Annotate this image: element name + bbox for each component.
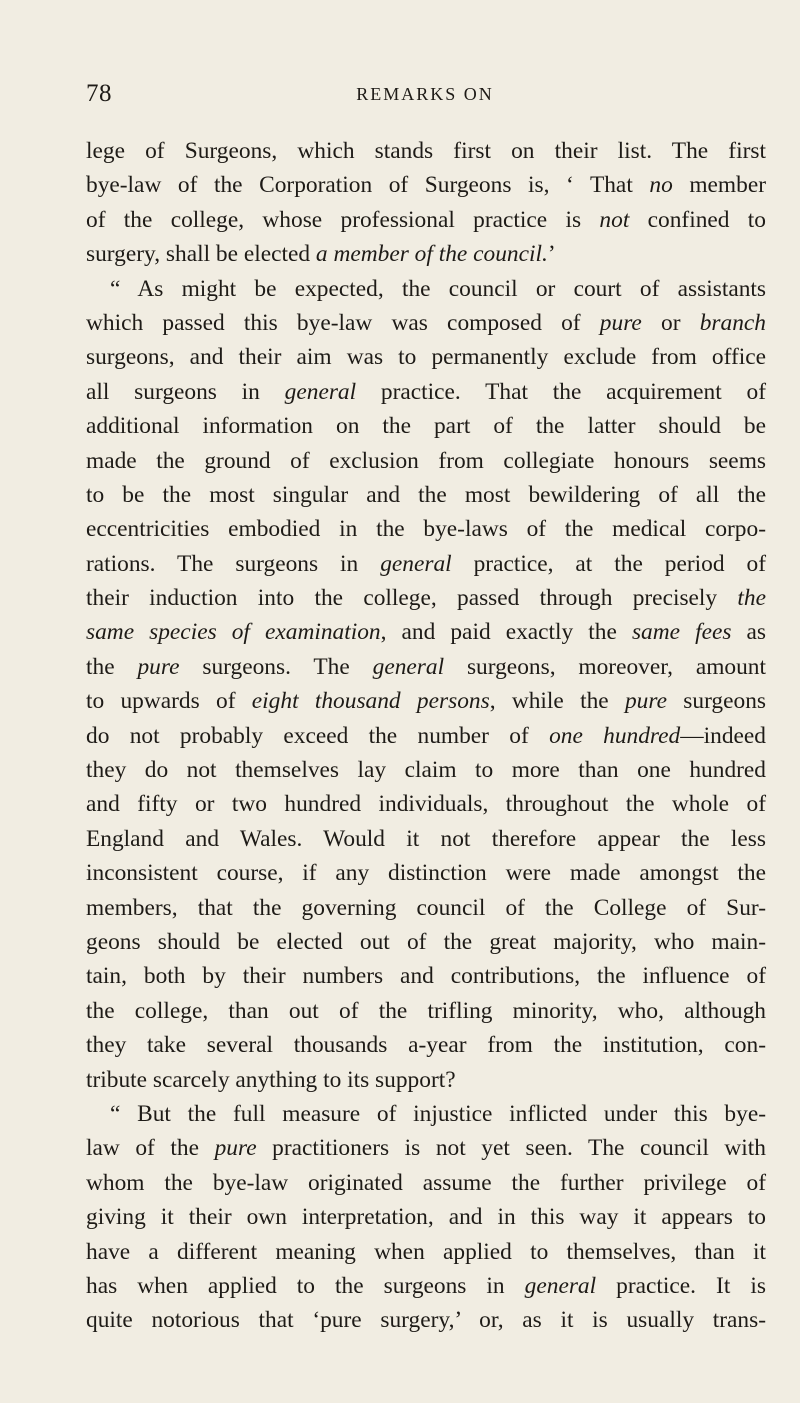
text-line: all surgeons in general practice. That the acquirement of [86,378,766,405]
page-header [86,80,764,114]
text-line: rations. The surgeons in general practice, at the period of [86,550,766,577]
text-line: members, that the governing council of the College of Sur- [86,894,766,921]
text-line: do not probably exceed the number of one hundred—indeed [86,722,766,749]
text-line: law of the pure practitioners is not yet seen. The council with [86,1135,766,1162]
text-line: tribute scarcely anything to its support? [86,1066,456,1093]
text-line: to be the most singular and the most bewildering of all the [86,481,766,508]
text-line: lege of Surgeons, which stands first on their list. The first [86,138,766,164]
text-line: “ As might be expected, the council or court of assistants [110,275,766,302]
running-head: REMARKS ON [356,84,494,104]
text-line: additional information on the part of the latter should be [86,413,766,440]
text-line: “ But the full measure of injustice inflicted under this bye- [110,1100,766,1127]
text-line: eccentricities embodied in the bye-laws of the medical corpo- [86,516,766,543]
body-text [86,134,766,1338]
text-line: giving it their own interpretation, and in this way it appears to [86,1204,766,1231]
page-number: 78 [86,80,112,107]
text-line: their induction into the college, passed through precisely the [86,585,766,612]
text-line: made the ground of exclusion from collegiate honours seems [86,447,766,474]
text-line: have a different meaning when applied to themselves, than it [86,1238,766,1265]
text-line: geons should be elected out of the great majority, who main- [86,928,766,955]
text-line: the pure surgeons. The general surgeons, moreover, amount [86,653,766,680]
text-line: and fifty or two hundred individuals, throughout the whole of [86,791,766,818]
text-line: they take several thousands a-year from the institution, con- [86,1032,766,1059]
text-line: England and Wales. Would it not therefore appear the less [86,825,766,852]
text-line: tain, both by their numbers and contributions, the influence of [86,963,766,990]
text-line: of the college, whose professional practice is not confined to [86,206,766,233]
text-line: surgeons, and their aim was to permanently exclude from office [86,344,766,371]
text-line: same species of examination, and paid exactly the same fees as [86,619,766,646]
text-line: which passed this bye-law was composed of pure or branch [86,309,766,336]
text-line: bye-law of the Corporation of Surgeons is, ‘ That no member [86,172,766,199]
text-line: to upwards of eight thousand persons, while the pure surgeons [86,688,767,715]
text-line: whom the bye-law originated assume the further privilege of [86,1169,766,1196]
text-line: inconsistent course, if any distinction were made amongst the [86,860,766,887]
text-line: surgery, shall be elected a member of the council.’ [86,241,556,268]
text-line: they do not themselves lay claim to more than one hundred [86,757,766,784]
text-line: the college, than out of the trifling minority, who, although [86,997,766,1024]
text-line: quite notorious that ‘pure surgery,’ or, as it is usually trans- [86,1307,766,1334]
text-line: has when applied to the surgeons in general practice. It is [86,1272,766,1299]
